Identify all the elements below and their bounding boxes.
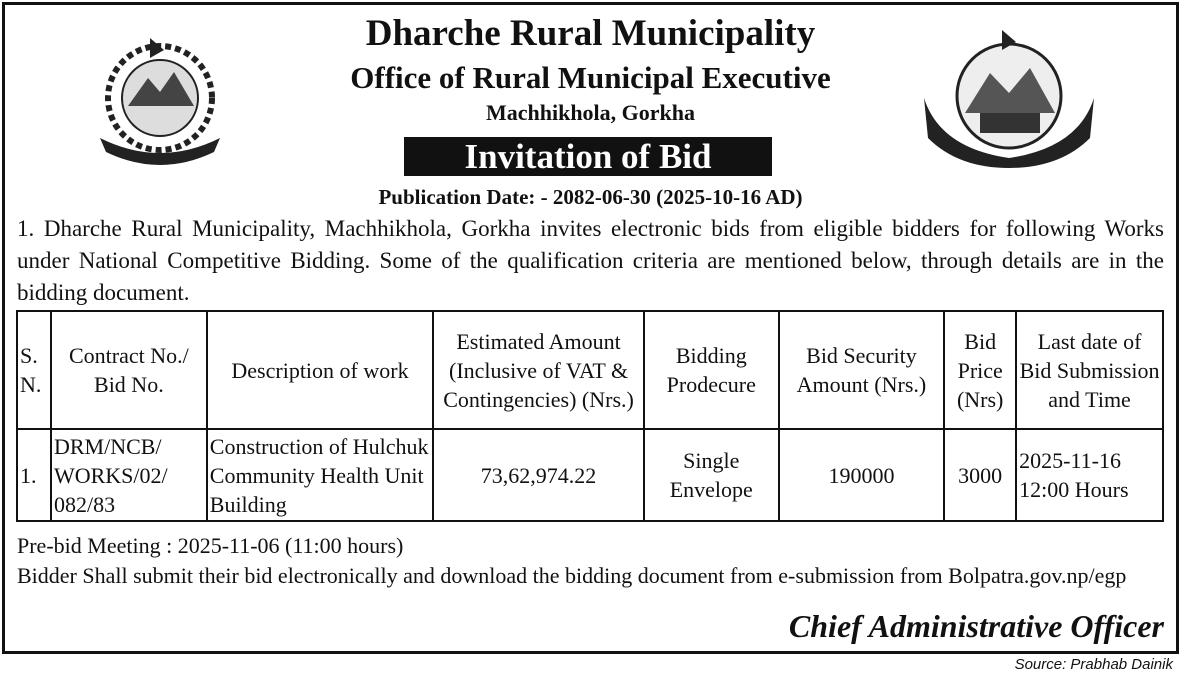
table-header-row xyxy=(17,311,1163,429)
notice-title: Invitation of Bid xyxy=(404,137,772,176)
cell-bidding-procedure: Single Envelope xyxy=(644,429,779,521)
header-bid-price: Bid Price (Nrs) xyxy=(944,311,1016,429)
header-contract-no: Contract No./ Bid No. xyxy=(51,311,207,429)
cell-description: Construction of Hulchuk Community Health Unit Building xyxy=(207,429,433,521)
bid-table xyxy=(16,310,1164,522)
cell-bid-price: 3000 xyxy=(944,429,1016,521)
office-location: Machhikhola, Gorkha xyxy=(485,100,696,125)
office-name: Office of Rural Municipal Executive xyxy=(350,60,831,95)
cell-contract-no: DRM/NCB/ WORKS/02/ 082/83 xyxy=(51,429,207,521)
header-bidding-procedure: Bidding Prodecure xyxy=(644,311,779,429)
municipality-name: Dharche Rural Municipality xyxy=(365,13,816,54)
publication-date: Publication Date: - 2082-06-30 (2025-10-16 AD) xyxy=(378,185,803,209)
cell-sn: 1. xyxy=(17,429,51,521)
table-row xyxy=(17,429,1163,521)
header-bid-security: Bid Security Amount (Nrs.) xyxy=(779,311,945,429)
prebid-meeting: Pre-bid Meeting : 2025-11-06 (11:00 hours) xyxy=(17,533,404,558)
cell-bid-security: 190000 xyxy=(779,429,945,521)
header-description: Description of work xyxy=(207,311,433,429)
header-estimated-amount: Estimated Amount (Inclusive of VAT & Contingencies) (Nrs.) xyxy=(433,311,644,429)
header-last-date: Last date of Bid Submission and Time xyxy=(1016,311,1163,429)
header-sn: S. N. xyxy=(17,311,51,429)
cell-estimated-amount: 73,62,974.22 xyxy=(433,429,644,521)
intro-paragraph: 1. Dharche Rural Municipality, Machhikhola, Gorkha invites electronic bids from eligible bidders for following Works under National Competitive Bidding. Some of the qualification criteria are mentioned below, through details are in the bidding document. xyxy=(17,216,1164,305)
signature: Chief Administrative Officer xyxy=(788,608,1164,644)
cell-last-date: 2025-11-16 12:00 Hours xyxy=(1016,429,1163,521)
source-credit: Source: Prabhab Dainik xyxy=(1014,656,1173,673)
submission-instructions: Bidder Shall submit their bid electronically and download the bidding document from e-submission from Bolpatra.gov.np/egp xyxy=(17,563,1127,588)
